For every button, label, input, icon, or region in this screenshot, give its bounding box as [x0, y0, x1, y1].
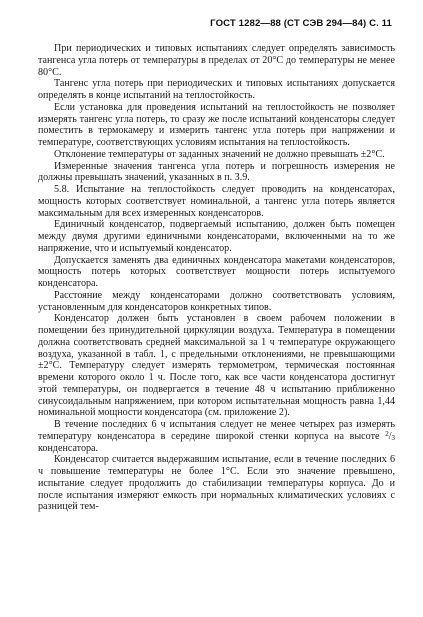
paragraph-5: Измеренные значения тангенса угла потерь и погрешность измерения не должны превышать значений, указанных в п. 3.9. — [38, 160, 395, 184]
body-text — [38, 43, 395, 513]
paragraph-9: Расстояние между конденсаторами должно соответствовать условиям, установленным для конденсаторов конкретных типов. — [38, 289, 395, 313]
paragraph-11-tail: конденсатора. — [38, 442, 99, 454]
page-header: ГОСТ 1282—88 (СТ СЭВ 294—84) С. 11 — [210, 18, 392, 29]
paragraph-2: Тангенс угла потерь при периодических и типовых испытаниях допускается определять в конце испытаний на теплостойкость. — [38, 78, 395, 101]
paragraph-11-text: В течение последних 6 ч испытания следует не менее четырех раз измерять температуру конденсатора в середине широкой стенки корпуса на высоте — [38, 419, 395, 442]
paragraph-12: Конденсатор считается выдержавшим испытание, если в течение последних 6 ч повышение температуры не более 1°С. Если это значение превышено, испытание следует продолжить до стабилизации температуры корпуса. До и после испытания измеряют емкость при нормальных климатических условиях с разницей тем- — [38, 454, 395, 513]
paragraph-10: Конденсатор должен быть установлен в своем рабочем положении в помещении без принудительной циркуляции воздуха. Температура в помещении должна соответствовать средней максимальной за 1 ч температуре окружающего воздуха, указанной в табл. 1, с предельными отклонениями, не превышающими ±2°С. Температуру следует измерять термометром, термическая постоянная времени которого около 1 ч. После того, как все части конденсатора достигнут этой температуры, он подвергается в течение 48 ч испытанию приближенно синусоидальным напряжением, при котором испытательная мощность равна 1,44 номинальной мощности конденсатора (см. приложение 2). — [38, 313, 395, 419]
paragraph-7: Единичный конденсатор, подвергаемый испытанию, должен быть помещен между двумя другими единичными конденсаторами, включенными на то же напряжение, что и испытуемый конденсатор. — [38, 219, 395, 254]
paragraph-6: 5.8. Испытание на теплостойкость следует проводить на конденсаторах, мощность которых соответствует номинальной, а тангенс угла потерь является максимальным для всех измеренных конденсаторов. — [38, 184, 395, 219]
paragraph-3: Если установка для проведения испытаний на теплостойкость не позволяет измерять тангенс угла потерь, то сразу же после испытаний конденсаторы следует поместить в термокамеру и измерить тангенс угла потерь при напряжении и температуре, соответствующих условиям испытания на теплостойкость. — [38, 101, 395, 148]
paragraph-1: При периодических и типовых испытаниях следует определять зависимость тангенса угла потерь от температуры в пределах от 20°С до температуры не менее 80°С. — [38, 43, 395, 78]
paragraph-4: Отклонение температуры от заданных значений не должно превышать ±2°С. — [54, 148, 385, 160]
paragraph-11: В течение последних 6 ч испытания следует не менее четырех раз измерять температуру конденсатора в середине широкой стенки корпуса на высоте $^2/_3$ конденсатора. — [38, 419, 395, 454]
fraction-denominator: 3 — [391, 433, 395, 442]
fraction-numerator: 2 — [385, 429, 389, 438]
paragraph-8: Допускается заменять два единичных конденсатора макетами конденсаторов, мощность потерь которых соответствует мощности потерь испытуемого конденсатора. — [38, 254, 395, 289]
